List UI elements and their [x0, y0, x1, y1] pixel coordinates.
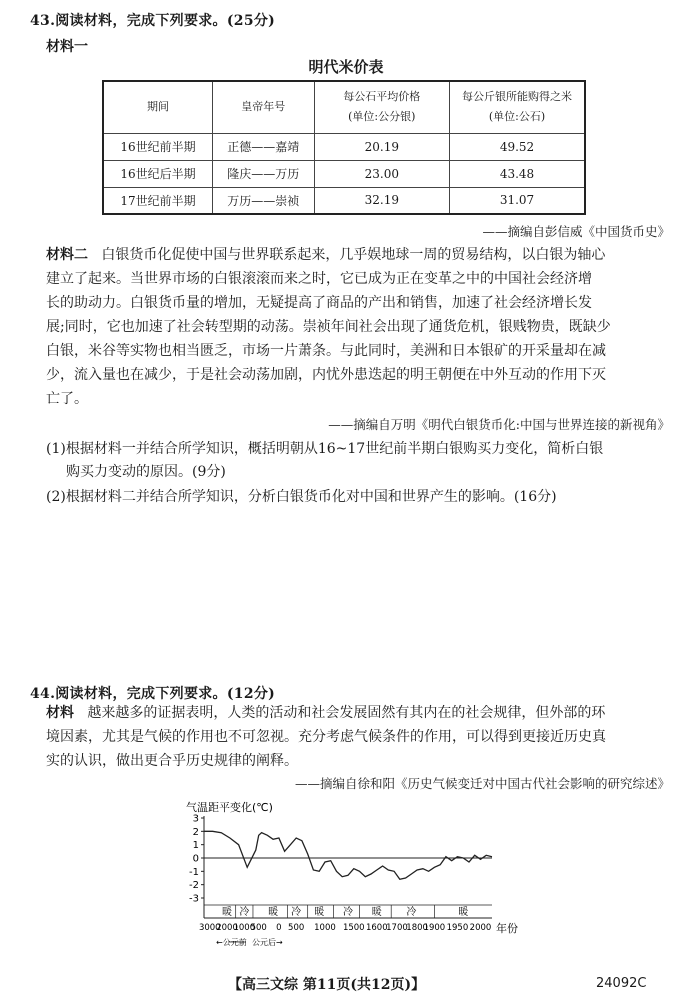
period-label: 冷 — [343, 907, 353, 918]
question-43-heading: 43.阅读材料，完成下列要求。(25分) — [30, 13, 276, 29]
header-rice-unit: (单位:公石) — [488, 110, 546, 124]
x-tick-label: 500 — [250, 923, 267, 933]
material-2-line: 材料二 白银货币化促使中国与世界联系起来，几乎娱地球一周的贸易结构，以白银为轴心 — [46, 247, 606, 263]
header-rice-line1: 每公斤银所能购得之米 — [462, 90, 572, 104]
y-tick-label: 1 — [192, 840, 199, 852]
q44-material-line: 实的认识，做出更合乎历史规律的阐释。 — [46, 753, 298, 769]
sub-question-2: (2)根据材料二并结合所学知识，分析白银货币化对中国和世界产生的影响。(16分) — [46, 489, 557, 505]
x-tick-label: 1900 — [423, 923, 446, 933]
table-cell: 正德——嘉靖 — [212, 133, 314, 160]
x-tick-label: 0 — [276, 923, 282, 933]
header-avg-price — [314, 81, 449, 133]
material-2-line: 展;同时，它也加速了社会转型期的动荡。崇祯年间社会出现了通货危机，银贱物贵，既缺少 — [46, 319, 611, 335]
y-tick-label: 0 — [192, 853, 199, 865]
q44-material-line: 材料 越来越多的证据表明，人类的活动和社会发展固然有其内在的社会规律，但外部的环 — [46, 705, 606, 721]
header-rice-per-silver — [450, 81, 585, 133]
x-tick-label: 500 — [288, 923, 305, 933]
period-label: 冷 — [291, 907, 302, 918]
table-row — [103, 160, 585, 187]
table-cell: 万历——崇祯 — [212, 187, 314, 214]
y-tick-label: -1 — [189, 866, 199, 878]
table-cell: 49.52 — [450, 133, 585, 160]
table-cell: 20.19 — [314, 133, 449, 160]
y-tick-label: 3 — [192, 813, 199, 825]
y-tick-label: -2 — [189, 880, 199, 892]
period-label: 暖 — [458, 907, 469, 918]
material-1-source: ——摘编自彭信威《中国货币史》 — [482, 224, 670, 239]
sub-question-1-line1: (1)根据材料一并结合所学知识，概括明朝从16~17世纪前半期白银购买力变化，简析白银 — [46, 441, 604, 457]
question-44-heading: 44.阅读材料，完成下列要求。(12分) — [30, 686, 276, 702]
table-cell: 16世纪后半期 — [103, 160, 212, 187]
sub-question-1 — [46, 438, 676, 484]
y-tick-label: 2 — [192, 826, 199, 838]
table-cell: 31.07 — [450, 187, 585, 214]
table-row — [103, 133, 585, 160]
period-label: 暖 — [268, 907, 279, 918]
chart-xlabel: 年份 — [496, 922, 518, 935]
material-1-label: 材料一 — [46, 39, 88, 55]
x-tick-label: 1700 — [386, 923, 408, 933]
material-2-source: ——摘编自万明《明代白银货币化:中国与世界连接的新视角》 — [328, 417, 670, 432]
header-period: 期间 — [103, 81, 212, 133]
chart-ylabel: 气温距平变化(℃) — [186, 801, 273, 814]
temperature-chart — [180, 800, 540, 952]
era-bc-label: ←公元前 — [216, 938, 247, 947]
header-avg-price-unit: (单位:公分银) — [348, 110, 416, 124]
table-cell: 43.48 — [450, 160, 585, 187]
x-tick-label: 1000 — [314, 923, 336, 933]
table-title: 明代米价表 — [308, 58, 384, 76]
table-cell: 16世纪前半期 — [103, 133, 212, 160]
x-tick-label: 1950 — [446, 923, 469, 933]
x-axis-ticks — [199, 923, 491, 933]
period-label: 暖 — [371, 907, 382, 918]
period-label: 冷 — [239, 907, 250, 918]
table-cell: 32.19 — [314, 187, 449, 214]
period-labels — [222, 905, 468, 918]
q44-material-paragraph — [46, 701, 676, 773]
material-2-paragraph — [46, 243, 676, 411]
material-2-line: 亡了。 — [46, 391, 88, 407]
material-2-label: 材料二 — [46, 247, 88, 263]
q44-material-label: 材料 — [46, 705, 74, 721]
period-label: 暖 — [314, 907, 325, 918]
material-2-line: 建立了起来。当世界市场的白银滚滚而来之时，它已成为正在变革之中的中国社会经济增 — [46, 271, 592, 287]
y-tick-label: -3 — [189, 893, 199, 905]
x-tick-label: 3000 — [198, 923, 221, 933]
period-label: 暖 — [222, 907, 233, 918]
sub-question-1-line2: 购买力变动的原因。(9分) — [66, 464, 226, 480]
x-tick-label: 1800 — [406, 923, 428, 933]
header-avg-price-line1: 每公石平均价格 — [343, 90, 421, 104]
material-2-line: 长的助动力。白银货币量的增加，无疑提高了商品的产出和销售，加速了社会经济增长发 — [46, 295, 592, 311]
x-tick-label: 2000 — [469, 923, 492, 933]
footer-code: 24092C — [596, 976, 647, 991]
table-cell: 隆庆——万历 — [212, 160, 314, 187]
x-tick-label: 1600 — [365, 923, 388, 933]
material-2-line: 白银，米谷等实物也相当匮乏，市场一片萧条。与此同时，美洲和日本银矿的开采量却在减 — [46, 343, 606, 359]
x-tick-label: 2000 — [216, 923, 238, 933]
table-cell: 23.00 — [314, 160, 449, 187]
y-axis-ticks — [189, 814, 204, 905]
footer-page-label: 【高三文综 第11页(共12页)】 — [228, 977, 426, 993]
era-ad-label: 公元后→ — [252, 938, 283, 947]
table-row — [103, 187, 585, 214]
table-cell: 17世纪前半期 — [103, 187, 212, 214]
q44-source: ——摘编自徐和阳《历史气候变迁对中国古代社会影响的研究综述》 — [294, 776, 670, 791]
table-header-row — [103, 81, 585, 133]
period-label: 冷 — [406, 907, 417, 918]
material-2-line: 少，流入量也在减少，于是社会动荡加剧，内忧外患迭起的明王朝便在中外互动的作用下灭 — [46, 367, 606, 383]
x-tick-label: 1000 — [233, 923, 256, 933]
temperature-series-line — [204, 831, 492, 879]
q44-material-line: 境因素，尤其是气候的作用也不可忽视。充分考虑气候条件的作用，可以得到更接近历史真 — [46, 729, 606, 745]
x-tick-label: 1500 — [342, 923, 365, 933]
header-reign: 皇帝年号 — [212, 81, 314, 133]
rice-price-table — [102, 80, 586, 215]
